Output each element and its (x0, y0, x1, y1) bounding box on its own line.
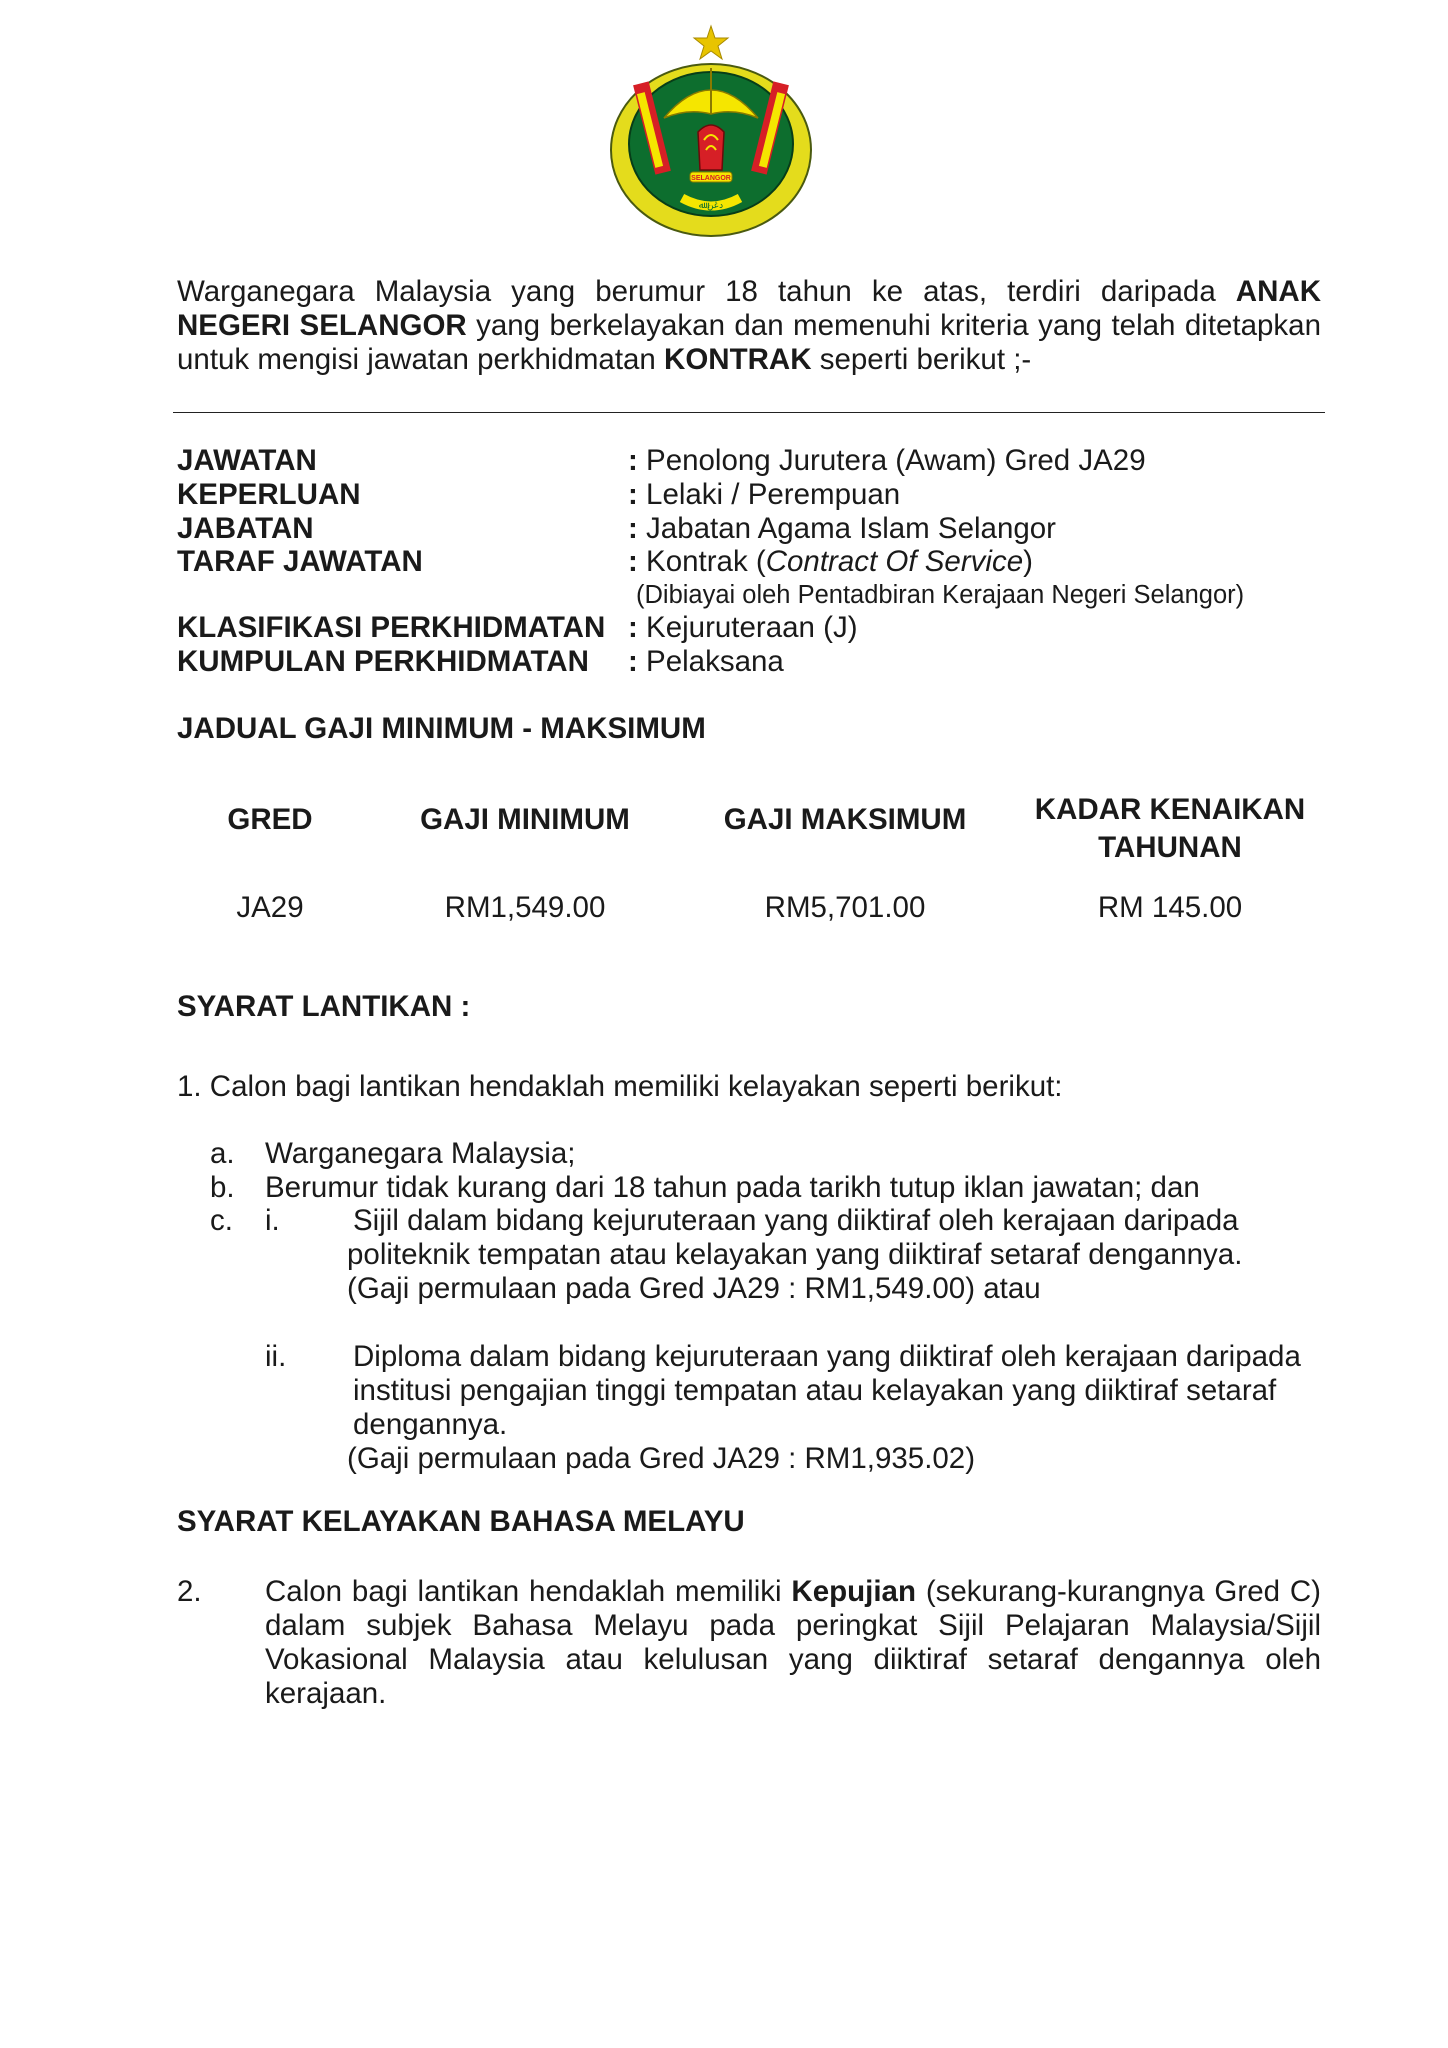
intro-text-1: Warganegara Malaysia yang berumur 18 tahun ke atas, terdiri daripada (177, 275, 1236, 308)
intro-bold-anak-negeri: ANAK NEGERI SELANGOR (177, 275, 1321, 342)
selangor-crest-icon (606, 22, 816, 240)
table-header-gred: GRED (227, 803, 313, 836)
list-marker-a: a. (210, 1137, 235, 1170)
intro-text-3: seperti berikut ;- (811, 343, 1032, 376)
jawatan-value: : Penolong Jurutera (Awam) Gred JA29 (628, 444, 1146, 477)
table-cell-gaji-maksimum: RM5,701.00 (764, 891, 926, 924)
horizontal-divider (173, 412, 1325, 413)
list-item-b: Berumur tidak kurang dari 18 tahun pada tarikh tutup iklan jawatan; dan (265, 1171, 1200, 1204)
table-header-kadar-kenaikan: KADAR KENAIKAN TAHUNAN (1034, 793, 1306, 864)
bahasa-melayu-heading: SYARAT KELAYAKAN BAHASA MELAYU (177, 1505, 745, 1538)
syarat-item-1: 1. Calon bagi lantikan hendaklah memiliki kelayakan seperti berikut: (177, 1070, 1063, 1103)
keperluan-value: : Lelaki / Perempuan (628, 478, 901, 511)
list-item-c-ii-line1: Diploma dalam bidang kejuruteraan yang diiktiraf oleh kerajaan daripada (353, 1340, 1301, 1373)
list-item-c-i-line3: (Gaji permulaan pada Gred JA29 : RM1,549.00) atau (347, 1272, 1041, 1305)
list-item-c-ii-line2: institusi pengajian tinggi tempatan atau kelayakan yang diiktiraf setaraf (353, 1374, 1277, 1407)
list-item-c-i-line2: politeknik tempatan atau kelayakan yang diiktiraf setaraf dengannya. (347, 1238, 1243, 1271)
table-cell-gred: JA29 (236, 891, 304, 924)
keperluan-label: KEPERLUAN (177, 478, 361, 511)
bahasa-item-marker: 2. (177, 1575, 202, 1608)
table-header-gaji-minimum: GAJI MINIMUM (420, 803, 630, 836)
taraf-jawatan-label: TARAF JAWATAN (177, 545, 423, 578)
jabatan-value: : Jabatan Agama Islam Selangor (628, 512, 1057, 545)
taraf-jawatan-note: (Dibiayai oleh Pentadbiran Kerajaan Negeri Selangor) (636, 581, 1245, 609)
taraf-jawatan-value: : Kontrak (Contract Of Service) (628, 545, 1033, 578)
list-item-c-i-line1: Sijil dalam bidang kejuruteraan yang diiktiraf oleh kerajaan daripada (353, 1204, 1239, 1237)
bahasa-item-text: Calon bagi lantikan hendaklah memiliki Kepujian (sekurang-kurangnya Gred C) dalam subjek Bahasa Melayu pada peringkat Sijil Pelajaran Malaysia/Sijil Vokasional Malaysia atau kelulusan yang diiktiraf setaraf dengannya oleh kerajaan. (265, 1575, 1321, 1710)
syarat-lantikan-heading: SYARAT LANTIKAN : (177, 990, 471, 1023)
list-marker-b: b. (210, 1171, 235, 1204)
intro-text-2: yang berkelayakan dan memenuhi kriteria yang telah ditetapkan untuk mengisi jawatan perkhidmatan (177, 309, 1321, 376)
kumpulan-label: KUMPULAN PERKHIDMATAN (177, 645, 589, 678)
table-cell-kadar-kenaikan: RM 145.00 (1097, 891, 1243, 924)
intro-paragraph (177, 275, 1321, 377)
jawatan-label: JAWATAN (177, 444, 317, 477)
crest-ribbon-text: SELANGOR (691, 175, 731, 182)
kumpulan-value: : Pelaksana (628, 645, 784, 678)
crest-motto-text: دڠن ﷲ (698, 201, 724, 211)
list-item-c-ii-line3: dengannya. (353, 1408, 508, 1441)
table-cell-gaji-minimum: RM1,549.00 (444, 891, 606, 924)
salary-heading: JADUAL GAJI MINIMUM - MAKSIMUM (177, 712, 706, 745)
table-header-gaji-maksimum: GAJI MAKSIMUM (723, 803, 967, 836)
list-marker-c-i: i. (265, 1204, 280, 1237)
list-marker-c-ii: ii. (265, 1340, 287, 1373)
klasifikasi-value: : Kejuruteraan (J) (628, 611, 858, 644)
klasifikasi-label: KLASIFIKASI PERKHIDMATAN (177, 611, 606, 644)
list-item-c-ii-line4: (Gaji permulaan pada Gred JA29 : RM1,935.02) (347, 1442, 976, 1475)
list-item-a: Warganegara Malaysia; (265, 1137, 576, 1170)
intro-bold-kontrak: KONTRAK (664, 343, 812, 376)
list-marker-c: c. (210, 1204, 233, 1237)
jabatan-label: JABATAN (177, 512, 314, 545)
